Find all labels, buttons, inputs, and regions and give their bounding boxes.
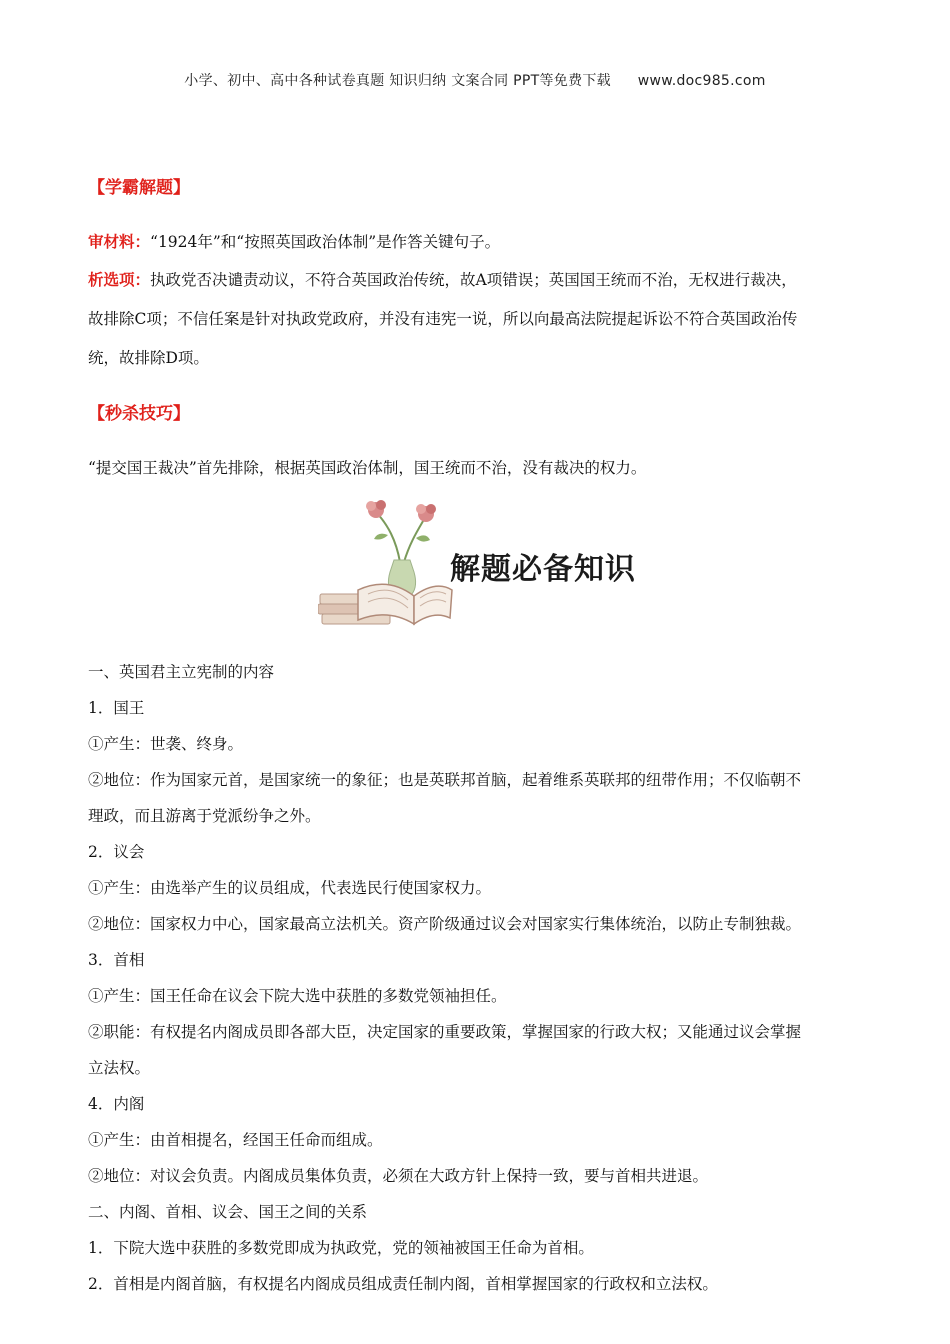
option-line-3: 统，故排除D项。 — [88, 349, 209, 367]
banner-title: 解题必备知识 — [450, 552, 636, 587]
header-site-link[interactable]: www.doc985.com — [637, 73, 766, 89]
pm-duty-2: 立法权。 — [88, 1059, 151, 1077]
material-text: “1924年”和“按照英国政治体制”是作答关键句子。 — [150, 233, 501, 251]
cabinet-title: 4．内阁 — [88, 1095, 145, 1113]
option-label: 析选项： — [88, 270, 151, 289]
cabinet-status: ②地位：对议会负责。内阁成员集体负责，必须在大政方针上保持一致，要与首相共进退。 — [88, 1167, 709, 1185]
pm-duty-1: ②职能：有权提名内阁成员即各部大臣，决定国家的重要政策，掌握国家的行政大权；又能通过议会掌握 — [88, 1023, 802, 1041]
relation-1: 1．下院大选中获胜的多数党即成为执政党，党的领袖被国王任命为首相。 — [88, 1239, 594, 1257]
option-line-1 — [88, 260, 868, 300]
king-status-2: 理政，而且游离于党派纷争之外。 — [88, 807, 321, 825]
book-flower-illustration-icon — [318, 490, 458, 630]
parliament-title: 2．议会 — [88, 843, 145, 861]
king-origin: ①产生：世袭、终身。 — [88, 735, 244, 753]
page-header — [0, 70, 950, 90]
tip-text: “提交国王裁决”首先排除，根据英国政治体制，国王统而不治，没有裁决的权力。 — [88, 459, 647, 477]
material-line — [88, 224, 868, 260]
pm-origin: ①产生：国王任命在议会下院大选中获胜的多数党领袖担任。 — [88, 987, 507, 1005]
section-title-miaosha: 【秒杀技巧】 — [88, 404, 190, 424]
king-status-1: ②地位：作为国家元首，是国家统一的象征；也是英联邦首脑，起着维系英联邦的纽带作用；不仅临朝不 — [88, 771, 802, 789]
king-title: 1．国王 — [88, 699, 145, 717]
relation-2: 2．首相是内阁首脑，有权提名内阁成员组成责任制内阁，首相掌握国家的行政权和立法权。 — [88, 1275, 718, 1293]
cabinet-origin: ①产生：由首相提名，经国王任命而组成。 — [88, 1131, 383, 1149]
pm-title: 3．首相 — [88, 951, 145, 969]
header-text: 小学、初中、高中各种试卷真题 知识归纳 文案合同 PPT等免费下载 — [184, 73, 611, 89]
option-line-2: 故排除C项；不信任案是针对执政党政府，并没有违宪一说，所以向最高法院提起诉讼不符合英国政治传 — [88, 310, 798, 328]
knowledge-banner — [88, 490, 868, 640]
document-body — [88, 152, 868, 1302]
part1-title: 一、英国君主立宪制的内容 — [88, 663, 275, 681]
section-title-xueba: 【学霸解题】 — [88, 178, 190, 198]
part2-title: 二、内阁、首相、议会、国王之间的关系 — [88, 1203, 368, 1221]
parliament-status: ②地位：国家权力中心，国家最高立法机关。资产阶级通过议会对国家实行集体统治，以防止专制独裁。 — [88, 915, 802, 933]
material-label: 审材料： — [88, 232, 151, 251]
parliament-origin: ①产生：由选举产生的议员组成，代表选民行使国家权力。 — [88, 879, 492, 897]
option-text-1: 执政党否决谴责动议，不符合英国政治传统，故A项错误；英国国王统而不治，无权进行裁决， — [150, 271, 797, 289]
